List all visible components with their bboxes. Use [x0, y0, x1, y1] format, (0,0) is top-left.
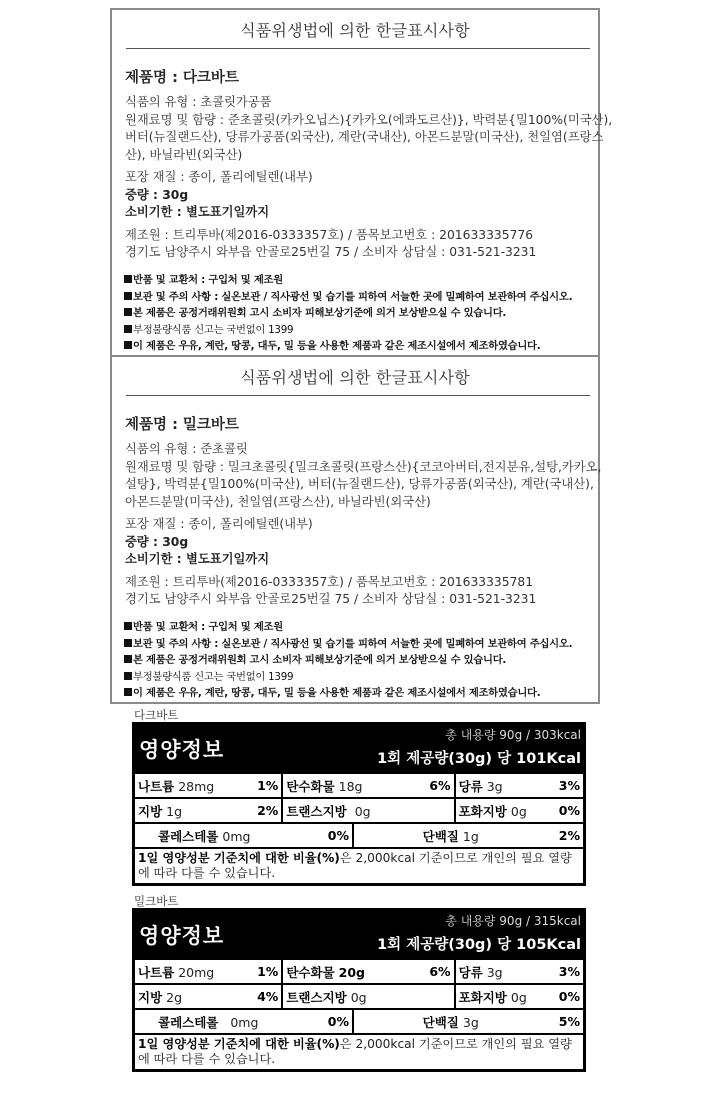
- nutrition-header: [135, 911, 583, 958]
- nutrition-heading: 영양정보: [139, 738, 225, 762]
- nutrient-cell-sugars: 당류 3g 3%: [456, 774, 583, 797]
- packaging-material: 포장 재질 : 종이, 폴리에틸렌(내부): [125, 170, 313, 184]
- nutrition-caption: 밀크바트: [134, 894, 179, 908]
- expiry-date: 소비기한 : 별도표기일까지: [125, 205, 270, 219]
- daily-value-note: 1일 영양성분 기준치에 대한 비율(%)은 2,000kcal 기준이므로 개인의 필요 열량에 따라 다를 수 있습니다.: [135, 1035, 583, 1069]
- expiry-date: 소비기한 : 별도표기일까지: [125, 552, 270, 566]
- packaging-material: 포장 재질 : 종이, 폴리에틸렌(내부): [125, 517, 313, 531]
- ingredients-line: 설탕}, 박력분{밀100%(미국산), 버터(뉴질랜드산), 당류가공품(외국산), 계란(국내산),: [125, 477, 594, 491]
- section-title: 식품위생법에 의한 한글표시사항: [240, 21, 470, 40]
- manufacturer-info: 제조원 : 트리투바(제2016-0333357호) / 품목보고번호 : 201633335781: [125, 574, 534, 589]
- nutrient-cell-fat: 지방 1g 2%: [135, 799, 281, 822]
- nutrient-cell-sugars: 당류 3g 3%: [456, 960, 583, 983]
- notice-list: [124, 619, 594, 702]
- square-bullet-icon: [124, 325, 132, 333]
- nutrition-row: [135, 799, 583, 822]
- section-title: 식품위생법에 의한 한글표시사항: [240, 368, 470, 387]
- nutrient-cell-saturated-fat: 포화지방 0g 0%: [456, 985, 583, 1008]
- notice-item: 본 제품은 공정거래위원회 고시 소비자 피해보상기준에 의거 보상받으실 수 있습니다.: [124, 652, 594, 669]
- serving-calories: 1회 제공량(30g) 당 101Kcal: [377, 751, 581, 767]
- food-type: 식품의 유형 : 준초콜릿: [125, 442, 248, 456]
- korean-label-box: [110, 8, 613, 704]
- food-type: 식품의 유형 : 초콜릿가공품: [125, 95, 272, 109]
- ingredients-line: 원재료명 및 함량 : 밀크초콜릿{밀크초콜릿(프랑스산){코코아버터,전지분유,설탕,카카오,: [125, 459, 602, 474]
- nutrition-grid: [135, 774, 583, 883]
- nutrient-cell-sodium: 나트륨 20mg 1%: [135, 960, 281, 983]
- notice-item: 이 제품은 우유, 계란, 땅콩, 대두, 밀 등을 사용한 제품과 같은 제조시설에서 제조하였습니다.: [124, 338, 594, 355]
- notice-item: 부정불량식품 신고는 국번없이 1399: [124, 322, 594, 339]
- nutrition-header: [135, 725, 583, 772]
- nutrient-cell-fat: 지방 2g 4%: [135, 985, 281, 1008]
- product-details: [125, 441, 602, 609]
- square-bullet-icon: [124, 308, 132, 316]
- square-bullet-icon: [124, 341, 132, 349]
- product-name: 제품명 : 밀크바트: [125, 417, 239, 433]
- nutrient-cell-protein: 단백질 3g 5%: [354, 1010, 583, 1033]
- nutrition-panel-milk-bart: [132, 908, 586, 1072]
- address-contact: 경기도 남양주시 와부읍 안골로25번길 75 / 소비자 상담실 : 031-521-3231: [125, 592, 537, 606]
- product-details: [125, 94, 613, 262]
- nutrient-cell-trans-fat: 트랜스지방 0g: [283, 799, 453, 822]
- total-content: 총 내용량 90g / 303kcal: [445, 728, 581, 742]
- ingredients-line: 산), 바닐라빈(외국산): [125, 147, 243, 162]
- square-bullet-icon: [124, 622, 132, 630]
- nutrient-cell-sodium: 나트륨 28mg 1%: [135, 774, 281, 797]
- net-weight: 중량 : 30g: [125, 534, 189, 549]
- ingredients-line: 아몬드분말(미국산), 천일염(프랑스산), 바닐라빈(외국산): [125, 494, 431, 509]
- net-weight: 중량 : 30g: [125, 187, 189, 202]
- square-bullet-icon: [124, 292, 132, 300]
- notice-item: 보관 및 주의 사항 : 실온보관 / 직사광선 및 습기를 피하여 서늘한 곳에 밀폐하여 보관하여 주십시오.: [124, 289, 594, 306]
- nutrient-cell-trans-fat: 트랜스지방 0g: [283, 985, 453, 1008]
- address-contact: 경기도 남양주시 와부읍 안골로25번길 75 / 소비자 상담실 : 031-521-3231: [125, 245, 537, 259]
- title-divider: [126, 48, 590, 49]
- nutrient-cell-carbohydrate: 탄수화물 20g 6%: [283, 960, 453, 983]
- nutrient-cell-protein: 단백질 1g 2%: [354, 824, 583, 847]
- nutrient-cell-saturated-fat: 포화지방 0g 0%: [456, 799, 583, 822]
- notice-item: 본 제품은 공정거래위원회 고시 소비자 피해보상기준에 의거 보상받으실 수 있습니다.: [124, 305, 594, 322]
- nutrition-caption: 다크바트: [134, 708, 179, 722]
- square-bullet-icon: [124, 688, 132, 696]
- notice-item: 반품 및 교환처 : 구입처 및 제조원: [124, 272, 594, 289]
- manufacturer-info: 제조원 : 트리투바(제2016-0333357호) / 품목보고번호 : 201633335776: [125, 227, 534, 242]
- nutrition-heading: 영양정보: [139, 924, 225, 948]
- square-bullet-icon: [124, 275, 132, 283]
- nutrition-row: [135, 774, 583, 797]
- nutrient-cell-cholesterol: 콜레스테롤 0mg 0%: [135, 1010, 352, 1033]
- nutrition-row: [135, 960, 583, 983]
- nutrition-row: [135, 985, 583, 1008]
- nutrition-row: [135, 1010, 583, 1033]
- nutrition-grid: [135, 960, 583, 1069]
- daily-value-note: 1일 영양성분 기준치에 대한 비율(%)은 2,000kcal 기준이므로 개인의 필요 열량에 따라 다를 수 있습니다.: [135, 849, 583, 883]
- ingredients-line: 원재료명 및 함량 : 준초콜릿(카카오닙스){카카오(에콰도르산)}, 박력분{밀100%(미국산),: [125, 112, 613, 127]
- notice-item: 반품 및 교환처 : 구입처 및 제조원: [124, 619, 594, 636]
- nutrition-row: [135, 824, 583, 847]
- product-name: 제품명 : 다크바트: [125, 70, 239, 86]
- label-section-milk-bart: [112, 357, 602, 702]
- nutrient-cell-carbohydrate: 탄수화물 18g 6%: [283, 774, 453, 797]
- nutrient-cell-cholesterol: 콜레스테롤 0mg 0%: [135, 824, 352, 847]
- label-section-dark-bart: [112, 10, 613, 355]
- notice-item: 부정불량식품 신고는 국번없이 1399: [124, 669, 594, 686]
- serving-calories: 1회 제공량(30g) 당 105Kcal: [377, 937, 581, 953]
- square-bullet-icon: [124, 672, 132, 680]
- square-bullet-icon: [124, 655, 132, 663]
- title-divider: [126, 395, 590, 396]
- nutrition-panel-dark-bart: [132, 722, 586, 886]
- ingredients-line: 버터(뉴질랜드산), 당류가공품(외국산), 계란(국내산), 아몬드분말(미국산), 천일염(프랑스: [125, 130, 604, 144]
- notice-list: [124, 272, 594, 355]
- square-bullet-icon: [124, 639, 132, 647]
- notice-item: 보관 및 주의 사항 : 실온보관 / 직사광선 및 습기를 피하여 서늘한 곳에 밀폐하여 보관하여 주십시오.: [124, 636, 594, 653]
- total-content: 총 내용량 90g / 315kcal: [445, 914, 581, 928]
- notice-item: 이 제품은 우유, 계란, 땅콩, 대두, 밀 등을 사용한 제품과 같은 제조시설에서 제조하였습니다.: [124, 685, 594, 702]
